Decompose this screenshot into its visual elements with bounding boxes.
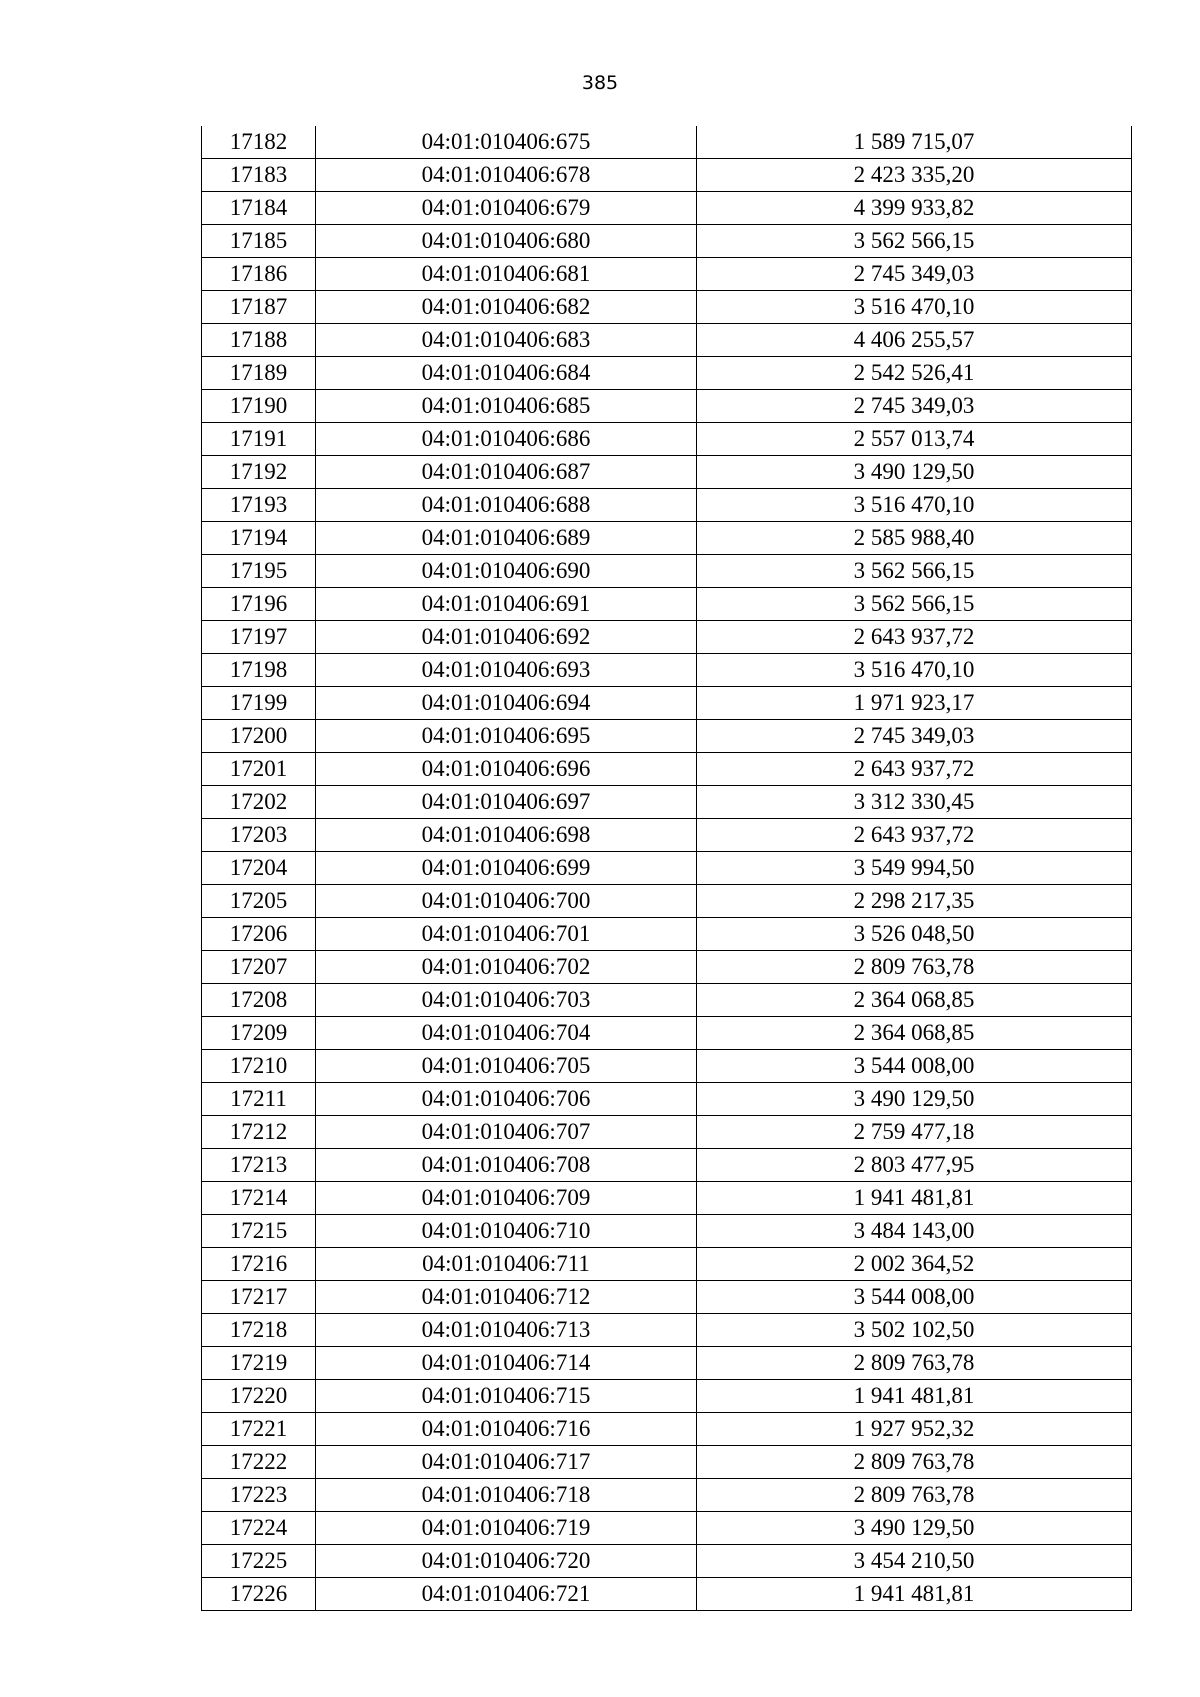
- cadastral-value-cell: 3 516 470,10: [697, 291, 1132, 324]
- table-row: [202, 1182, 1132, 1215]
- row-number-cell: 17225: [202, 1545, 316, 1578]
- cadastral-value-cell: 2 557 013,74: [697, 423, 1132, 456]
- cadastral-number-cell: 04:01:010406:690: [316, 555, 697, 588]
- cadastral-value-cell: 2 745 349,03: [697, 258, 1132, 291]
- cadastral-number-cell: 04:01:010406:699: [316, 852, 697, 885]
- cadastral-number-cell: 04:01:010406:708: [316, 1149, 697, 1182]
- cadastral-value-cell: 2 423 335,20: [697, 159, 1132, 192]
- cadastral-number-cell: 04:01:010406:719: [316, 1512, 697, 1545]
- row-number-cell: 17213: [202, 1149, 316, 1182]
- cadastral-number-cell: 04:01:010406:688: [316, 489, 697, 522]
- cadastral-value-cell: 3 562 566,15: [697, 225, 1132, 258]
- row-number-cell: 17182: [202, 126, 316, 159]
- row-number-cell: 17204: [202, 852, 316, 885]
- cadastral-value-cell: 3 562 566,15: [697, 588, 1132, 621]
- table-row: [202, 753, 1132, 786]
- cadastral-value-cell: 3 490 129,50: [697, 1083, 1132, 1116]
- table-row: [202, 423, 1132, 456]
- row-number-cell: 17207: [202, 951, 316, 984]
- cadastral-number-cell: 04:01:010406:680: [316, 225, 697, 258]
- table-row: [202, 1512, 1132, 1545]
- cadastral-number-cell: 04:01:010406:686: [316, 423, 697, 456]
- table-row: [202, 1578, 1132, 1611]
- table-row: [202, 456, 1132, 489]
- cadastral-value-cell: 1 927 952,32: [697, 1413, 1132, 1446]
- cadastral-value-cell: 2 643 937,72: [697, 819, 1132, 852]
- cadastral-number-cell: 04:01:010406:687: [316, 456, 697, 489]
- cadastral-value-cell: 2 809 763,78: [697, 1446, 1132, 1479]
- cadastral-value-cell: 3 484 143,00: [697, 1215, 1132, 1248]
- row-number-cell: 17184: [202, 192, 316, 225]
- row-number-cell: 17206: [202, 918, 316, 951]
- table-row: [202, 192, 1132, 225]
- row-number-cell: 17208: [202, 984, 316, 1017]
- row-number-cell: 17200: [202, 720, 316, 753]
- row-number-cell: 17183: [202, 159, 316, 192]
- row-number-cell: 17201: [202, 753, 316, 786]
- cadastral-number-cell: 04:01:010406:707: [316, 1116, 697, 1149]
- cadastral-number-cell: 04:01:010406:696: [316, 753, 697, 786]
- row-number-cell: 17188: [202, 324, 316, 357]
- table-row: [202, 1083, 1132, 1116]
- cadastral-value-cell: 2 803 477,95: [697, 1149, 1132, 1182]
- cadastral-number-cell: 04:01:010406:717: [316, 1446, 697, 1479]
- cadastral-value-cell: 3 562 566,15: [697, 555, 1132, 588]
- row-number-cell: 17218: [202, 1314, 316, 1347]
- table-row: [202, 819, 1132, 852]
- cadastral-number-cell: 04:01:010406:720: [316, 1545, 697, 1578]
- cadastral-number-cell: 04:01:010406:697: [316, 786, 697, 819]
- cadastral-value-cell: 3 549 994,50: [697, 852, 1132, 885]
- table-row: [202, 225, 1132, 258]
- cadastral-number-cell: 04:01:010406:685: [316, 390, 697, 423]
- cadastral-number-cell: 04:01:010406:700: [316, 885, 697, 918]
- cadastral-number-cell: 04:01:010406:691: [316, 588, 697, 621]
- cadastral-value-cell: 2 542 526,41: [697, 357, 1132, 390]
- cadastral-number-cell: 04:01:010406:705: [316, 1050, 697, 1083]
- cadastral-value-cell: 2 809 763,78: [697, 1347, 1132, 1380]
- row-number-cell: 17189: [202, 357, 316, 390]
- table-body: [202, 126, 1132, 1611]
- table-row: [202, 1545, 1132, 1578]
- cadastral-value-cell: 3 490 129,50: [697, 1512, 1132, 1545]
- table-row: [202, 984, 1132, 1017]
- cadastral-number-cell: 04:01:010406:709: [316, 1182, 697, 1215]
- cadastral-number-cell: 04:01:010406:695: [316, 720, 697, 753]
- cadastral-number-cell: 04:01:010406:694: [316, 687, 697, 720]
- cadastral-number-cell: 04:01:010406:715: [316, 1380, 697, 1413]
- cadastral-value-cell: 1 941 481,81: [697, 1182, 1132, 1215]
- table-row: [202, 1347, 1132, 1380]
- cadastral-value-cell: 3 544 008,00: [697, 1281, 1132, 1314]
- table-row: [202, 390, 1132, 423]
- row-number-cell: 17197: [202, 621, 316, 654]
- row-number-cell: 17217: [202, 1281, 316, 1314]
- table-row: [202, 951, 1132, 984]
- table-row: [202, 1215, 1132, 1248]
- row-number-cell: 17192: [202, 456, 316, 489]
- cadastral-value-cell: 2 364 068,85: [697, 984, 1132, 1017]
- cadastral-number-cell: 04:01:010406:684: [316, 357, 697, 390]
- cadastral-number-cell: 04:01:010406:713: [316, 1314, 697, 1347]
- cadastral-number-cell: 04:01:010406:678: [316, 159, 697, 192]
- table-row: [202, 1050, 1132, 1083]
- row-number-cell: 17226: [202, 1578, 316, 1611]
- row-number-cell: 17209: [202, 1017, 316, 1050]
- row-number-cell: 17205: [202, 885, 316, 918]
- table-row: [202, 687, 1132, 720]
- row-number-cell: 17214: [202, 1182, 316, 1215]
- table-row: [202, 555, 1132, 588]
- row-number-cell: 17222: [202, 1446, 316, 1479]
- table-row: [202, 1314, 1132, 1347]
- cadastral-number-cell: 04:01:010406:681: [316, 258, 697, 291]
- row-number-cell: 17210: [202, 1050, 316, 1083]
- cadastral-value-cell: 3 312 330,45: [697, 786, 1132, 819]
- table-row: [202, 1380, 1132, 1413]
- table-row: [202, 489, 1132, 522]
- cadastral-value-cell: 3 516 470,10: [697, 654, 1132, 687]
- cadastre-value-table: [201, 126, 1132, 1611]
- table-row: [202, 786, 1132, 819]
- cadastral-number-cell: 04:01:010406:711: [316, 1248, 697, 1281]
- cadastral-number-cell: 04:01:010406:693: [316, 654, 697, 687]
- cadastral-value-cell: 1 971 923,17: [697, 687, 1132, 720]
- table-row: [202, 621, 1132, 654]
- table-row: [202, 126, 1132, 159]
- table-row: [202, 852, 1132, 885]
- cadastral-value-cell: 2 809 763,78: [697, 951, 1132, 984]
- row-number-cell: 17190: [202, 390, 316, 423]
- cadastral-number-cell: 04:01:010406:704: [316, 1017, 697, 1050]
- table-row: [202, 258, 1132, 291]
- row-number-cell: 17193: [202, 489, 316, 522]
- table-row: [202, 1446, 1132, 1479]
- cadastral-number-cell: 04:01:010406:675: [316, 126, 697, 159]
- cadastral-value-cell: 3 526 048,50: [697, 918, 1132, 951]
- cadastral-value-cell: 3 490 129,50: [697, 456, 1132, 489]
- cadastral-number-cell: 04:01:010406:718: [316, 1479, 697, 1512]
- table-row: [202, 357, 1132, 390]
- cadastral-value-cell: 3 454 210,50: [697, 1545, 1132, 1578]
- cadastral-value-cell: 1 941 481,81: [697, 1578, 1132, 1611]
- row-number-cell: 17216: [202, 1248, 316, 1281]
- row-number-cell: 17224: [202, 1512, 316, 1545]
- cadastral-value-cell: 2 745 349,03: [697, 720, 1132, 753]
- row-number-cell: 17194: [202, 522, 316, 555]
- row-number-cell: 17203: [202, 819, 316, 852]
- row-number-cell: 17196: [202, 588, 316, 621]
- row-number-cell: 17199: [202, 687, 316, 720]
- table-row: [202, 1479, 1132, 1512]
- cadastral-number-cell: 04:01:010406:701: [316, 918, 697, 951]
- table-row: [202, 885, 1132, 918]
- cadastral-number-cell: 04:01:010406:712: [316, 1281, 697, 1314]
- cadastral-value-cell: 2 759 477,18: [697, 1116, 1132, 1149]
- cadastral-number-cell: 04:01:010406:702: [316, 951, 697, 984]
- row-number-cell: 17187: [202, 291, 316, 324]
- cadastral-value-cell: 1 589 715,07: [697, 126, 1132, 159]
- cadastral-number-cell: 04:01:010406:706: [316, 1083, 697, 1116]
- row-number-cell: 17220: [202, 1380, 316, 1413]
- table-row: [202, 1248, 1132, 1281]
- table-row: [202, 654, 1132, 687]
- row-number-cell: 17195: [202, 555, 316, 588]
- row-number-cell: 17186: [202, 258, 316, 291]
- cadastral-value-cell: 3 544 008,00: [697, 1050, 1132, 1083]
- cadastral-value-cell: 2 364 068,85: [697, 1017, 1132, 1050]
- table-row: [202, 1149, 1132, 1182]
- table-row: [202, 1017, 1132, 1050]
- table-row: [202, 159, 1132, 192]
- cadastral-value-cell: 3 516 470,10: [697, 489, 1132, 522]
- page-number: 385: [581, 72, 619, 94]
- row-number-cell: 17212: [202, 1116, 316, 1149]
- cadastral-number-cell: 04:01:010406:716: [316, 1413, 697, 1446]
- table-row: [202, 918, 1132, 951]
- table-row: [202, 324, 1132, 357]
- cadastral-number-cell: 04:01:010406:698: [316, 819, 697, 852]
- table-row: [202, 1116, 1132, 1149]
- cadastral-number-cell: 04:01:010406:710: [316, 1215, 697, 1248]
- cadastral-value-cell: 2 809 763,78: [697, 1479, 1132, 1512]
- row-number-cell: 17191: [202, 423, 316, 456]
- cadastral-value-cell: 4 399 933,82: [697, 192, 1132, 225]
- row-number-cell: 17223: [202, 1479, 316, 1512]
- cadastral-value-cell: 2 745 349,03: [697, 390, 1132, 423]
- cadastral-number-cell: 04:01:010406:683: [316, 324, 697, 357]
- row-number-cell: 17185: [202, 225, 316, 258]
- cadastral-number-cell: 04:01:010406:679: [316, 192, 697, 225]
- cadastral-number-cell: 04:01:010406:689: [316, 522, 697, 555]
- row-number-cell: 17215: [202, 1215, 316, 1248]
- table-row: [202, 522, 1132, 555]
- table-row: [202, 720, 1132, 753]
- cadastral-value-cell: 3 502 102,50: [697, 1314, 1132, 1347]
- table-row: [202, 291, 1132, 324]
- table-row: [202, 588, 1132, 621]
- cadastral-number-cell: 04:01:010406:714: [316, 1347, 697, 1380]
- cadastral-number-cell: 04:01:010406:703: [316, 984, 697, 1017]
- row-number-cell: 17202: [202, 786, 316, 819]
- cadastral-value-cell: 1 941 481,81: [697, 1380, 1132, 1413]
- cadastral-value-cell: 2 002 364,52: [697, 1248, 1132, 1281]
- row-number-cell: 17219: [202, 1347, 316, 1380]
- cadastral-value-cell: 4 406 255,57: [697, 324, 1132, 357]
- cadastral-number-cell: 04:01:010406:692: [316, 621, 697, 654]
- cadastral-number-cell: 04:01:010406:721: [316, 1578, 697, 1611]
- cadastral-value-cell: 2 643 937,72: [697, 753, 1132, 786]
- table-row: [202, 1281, 1132, 1314]
- cadastral-number-cell: 04:01:010406:682: [316, 291, 697, 324]
- table-row: [202, 1413, 1132, 1446]
- row-number-cell: 17198: [202, 654, 316, 687]
- cadastral-value-cell: 2 298 217,35: [697, 885, 1132, 918]
- row-number-cell: 17221: [202, 1413, 316, 1446]
- row-number-cell: 17211: [202, 1083, 316, 1116]
- cadastral-value-cell: 2 643 937,72: [697, 621, 1132, 654]
- cadastral-value-cell: 2 585 988,40: [697, 522, 1132, 555]
